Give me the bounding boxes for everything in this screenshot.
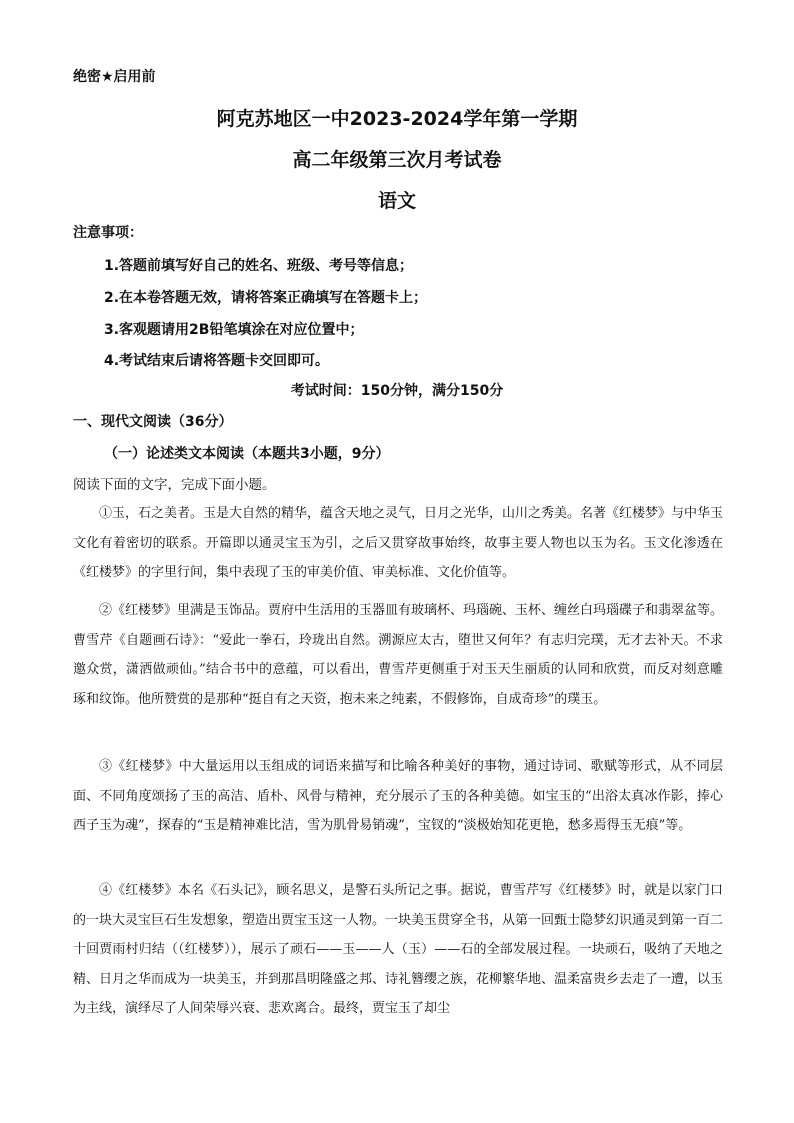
- notice-item: 3.客观题请用2B铅笔填涂在对应位置中；: [104, 322, 364, 338]
- exam-subject: 语文: [377, 190, 416, 212]
- exam-title-school: 阿克苏地区一中2023-2024学年第一学期: [216, 108, 578, 130]
- passage-paragraph: ③《红楼梦》中大量运用以玉组成的词语来描写和比喻各种美好的事物，通过诗词、歌赋等形式，从不同层面、不同角度颂扬了玉的高洁、盾朴、风骨与精神，充分展示了玉的各种美德。如宝玉的“出浴太真冰作影，捧心西子玉为魂”，探春的“玉是精神难比洁，雪为肌骨易销魂”，宝钗的“淡极始知花更艳，愁多焉得玉无痕”等。: [73, 759, 723, 833]
- reading-instruction: 阅读下面的文字，完成下面小题。: [73, 477, 276, 493]
- notice-item: 1.答题前填写好自己的姓名、班级、考号等信息；: [104, 258, 414, 274]
- section-heading: 一、现代文阅读（36分）: [73, 414, 233, 430]
- notice-item: 2.在本卷答题无效，请将答案正确填写在答题卡上；: [104, 290, 428, 306]
- confidential-label: 绝密★启用前: [73, 69, 156, 85]
- exam-time-info: 考试时间：150分钟，满分150分: [290, 383, 504, 399]
- exam-title-grade: 高二年级第三次月考试卷: [292, 149, 502, 171]
- passage-paragraph: ④《红楼梦》本名《石头记》，顾名思义，是警石头所记之事。据说，曹雪芹写《红楼梦》时，就是以家门口的一块大灵宝巨石生发想象，塑造出贾宝玉这一人物。一块美玉贯穿全书，从第一回甄士隐梦幻识通灵到第一百二十回贾雨村归结（（红楼梦）），展示了顽石——玉——人（玉）——石的全部发展过程。一块顽石，吸纳了天地之精、日月之华而成为一块美玉，并到那昌明隆盛之邦、诗礼簪缨之族，花柳繁华地、温柔富贵乡去走了一遭，以玉为主线，演绎尽了人间荣辱兴衰、悲欢离合。最终，贾宝玉了却尘: [73, 883, 724, 1016]
- passage-paragraph: ②《红楼梦》里满是玉饰品。贾府中生活用的玉器皿有玻璃杯、玛瑙碗、玉杯、缠丝白玛瑙碟子和翡翠盆等。曹雪芹《自题画石诗》：“爱此一拳石，玲珑出自然。溯源应太古，堕世又何年？有志归完璞，无才去补天。不求邀众赏，潇洒做顽仙。”结合书中的意蕴，可以看出，曹雪芹更侧重于对玉天生丽质的认同和欣赏，而反对刻意雕琢和纹饰。他所赞赏的是那种“挺自有之天资，抱未来之纯素，不假修饰，自成奇珍”的璞玉。: [73, 603, 724, 707]
- notice-item: 4.考试结束后请将答题卡交回即可。: [104, 353, 330, 369]
- subsection-heading: （一）论述类文本阅读（本题共3小题，9分）: [104, 446, 390, 462]
- passage-paragraph: ①玉，石之美者。玉是大自然的精华，蕴含天地之灵气，日月之光华，山川之秀美。名著《红楼梦》与中华玉文化有着密切的联系。开篇即以通灵宝玉为引，之后又贯穿故事始终，故事主要人物也以玉为名。玉文化渗透在《红楼梦》的字里行间，集中表现了玉的审美价值、审美标准、文化价值等。: [73, 506, 724, 580]
- notice-heading: 注意事项：: [73, 225, 143, 241]
